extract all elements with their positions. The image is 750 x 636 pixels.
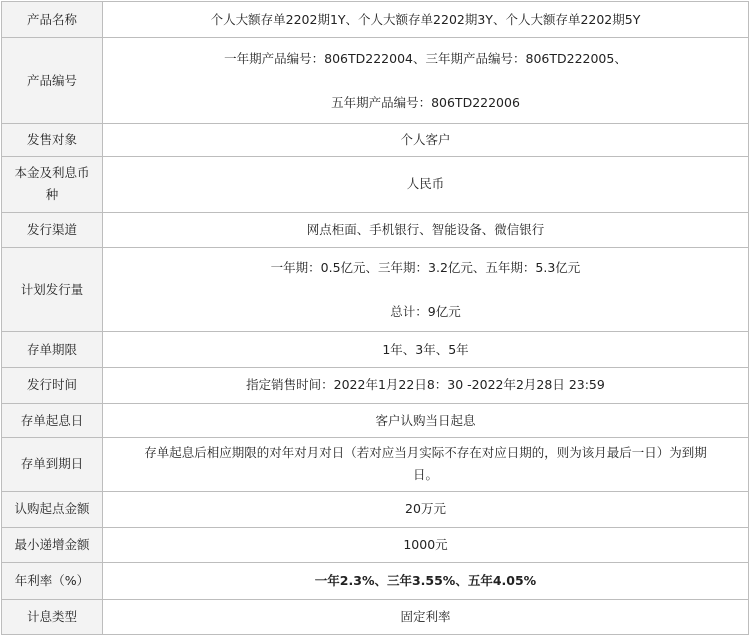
row-value: [103, 438, 749, 491]
interest-type-row: [2, 599, 749, 634]
row-value-text: 一年2.3%、三年3.55%、五年4.05%: [314, 572, 537, 588]
row-label: [2, 563, 103, 599]
row-value-text: 20万元: [405, 501, 446, 517]
sale-target-row: [2, 123, 749, 156]
row-value: [103, 599, 749, 634]
channel-row: [2, 212, 749, 247]
product-info-table: [1, 1, 749, 635]
row-value-text: 总计：9亿元: [390, 303, 461, 319]
row-value: [103, 212, 749, 247]
row-value: [103, 123, 749, 156]
row-value-text: 1年、3年、5年: [382, 341, 469, 357]
row-value-text: 个人客户: [400, 131, 451, 147]
row-value: [103, 38, 749, 124]
row-label-text: 发行时间: [26, 377, 77, 393]
row-value: [103, 367, 749, 403]
row-value-text: 存单起息后相应期限的对年对月对日（若对应当月实际不存在对应日期的，则为该月最后一日）为到期: [144, 445, 707, 461]
row-value-text: 指定销售时间：2022年1月22日8：30 -2022年2月28日 23:59: [246, 377, 605, 393]
row-label: [2, 157, 103, 213]
row-label: [2, 438, 103, 491]
row-label: [2, 332, 103, 367]
row-label-text: 产品编号: [26, 72, 77, 88]
line-spacer: [109, 279, 742, 301]
row-value: [103, 332, 749, 367]
row-label: [2, 212, 103, 247]
product-code-row: [2, 38, 749, 124]
row-label: [2, 527, 103, 562]
row-label: [2, 2, 103, 38]
row-value-text: 人民币: [406, 176, 445, 192]
row-label-text: 计息类型: [26, 608, 77, 624]
row-value: [103, 157, 749, 213]
interest-rate-row: [2, 563, 749, 599]
row-label-text: 发行渠道: [26, 221, 77, 237]
row-label-text: 本金及利息币: [14, 165, 90, 181]
row-value-text: 个人大额存单2202期1Y、个人大额存单2202期3Y、个人大额存单2202期5Y: [210, 11, 641, 27]
row-label: [2, 247, 103, 331]
issue-time-row: [2, 367, 749, 403]
term-row: [2, 332, 749, 367]
row-value: [103, 527, 749, 562]
row-value: [103, 491, 749, 527]
value-date-row: [2, 403, 749, 437]
row-value-text: 固定利率: [400, 608, 451, 624]
row-value: [103, 247, 749, 331]
min-purchase-row: [2, 491, 749, 527]
maturity-date-row: [2, 438, 749, 491]
row-value-text: 日。: [412, 467, 438, 483]
row-label-text: 产品名称: [26, 11, 77, 27]
issue-volume-row: [2, 247, 749, 331]
min-increment-row: [2, 527, 749, 562]
row-value: [103, 563, 749, 599]
row-label-text: 最小递增金额: [14, 537, 90, 553]
row-label: [2, 491, 103, 527]
row-label-text: 年利率（%）: [14, 572, 90, 588]
currency-row: [2, 157, 749, 213]
row-value-text: 客户认购当日起息: [375, 412, 476, 428]
row-value-text: 一年期产品编号：806TD222004、三年期产品编号：806TD222005、: [224, 50, 627, 66]
row-label-text: 认购起点金额: [14, 501, 90, 517]
row-label-text: 种: [45, 187, 59, 203]
row-label: [2, 123, 103, 156]
row-value: [103, 2, 749, 38]
row-label: [2, 38, 103, 124]
row-label: [2, 403, 103, 437]
row-value: [103, 403, 749, 437]
row-label: [2, 367, 103, 403]
row-value-text: 1000元: [403, 537, 448, 553]
row-label-text: 发售对象: [26, 131, 77, 147]
line-spacer: [109, 70, 742, 92]
row-label: [2, 599, 103, 634]
row-label-text: 存单期限: [26, 341, 77, 357]
row-label-text: 存单到期日: [20, 456, 84, 472]
row-value-text: 一年期：0.5亿元、三年期：3.2亿元、五年期：5.3亿元: [270, 259, 581, 275]
row-value-text: 网点柜面、手机银行、智能设备、微信银行: [306, 221, 545, 237]
row-value-text: 五年期产品编号：806TD222006: [331, 94, 520, 110]
row-label-text: 存单起息日: [20, 412, 84, 428]
product-name-row: [2, 2, 749, 38]
row-label-text: 计划发行量: [20, 281, 84, 297]
